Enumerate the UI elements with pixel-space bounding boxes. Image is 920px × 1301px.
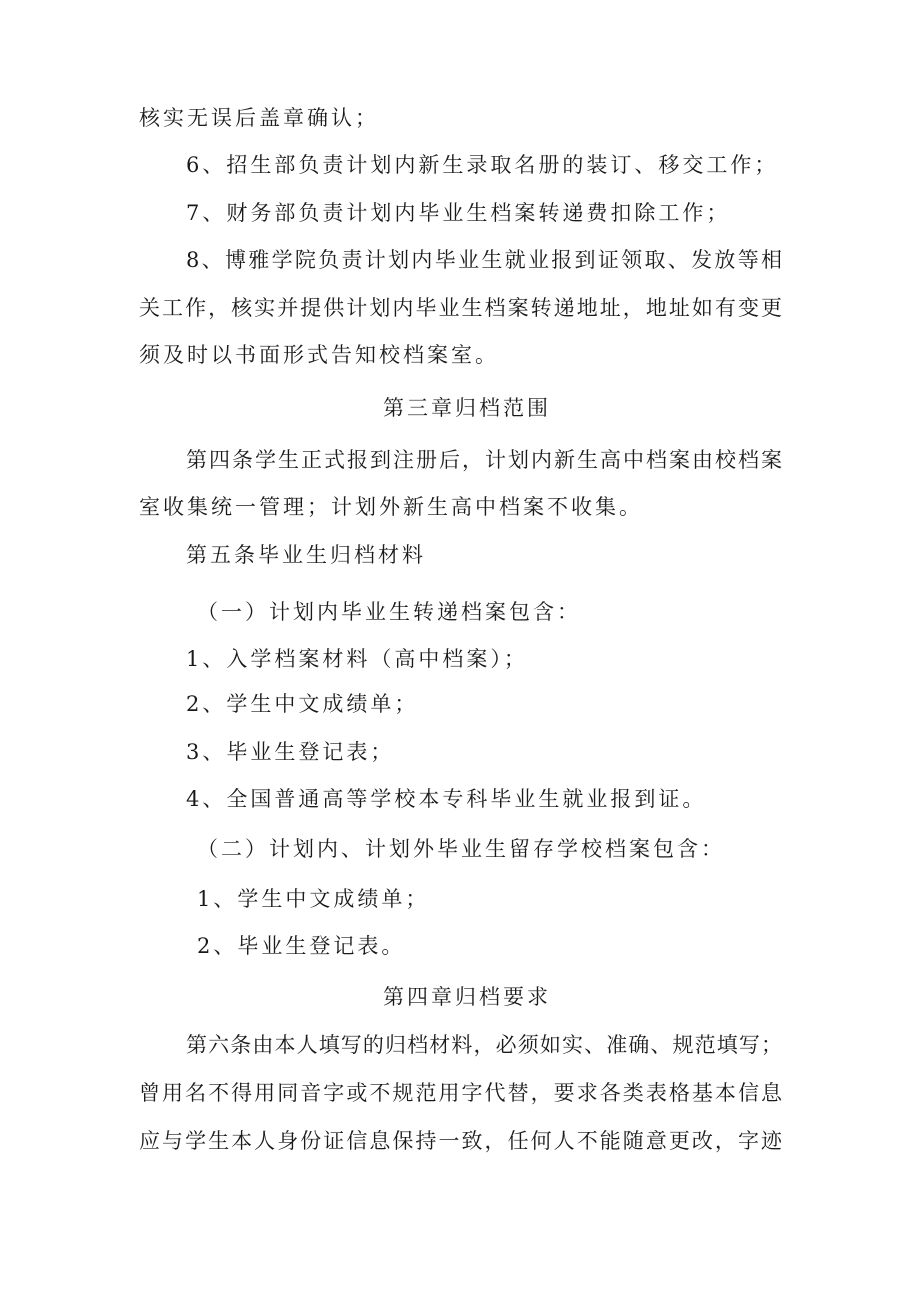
text-line: 第四条学生正式报到注册后，计划内新生高中档案由校档案 (186, 448, 782, 472)
text-line: 2、学生中文成绩单； (186, 692, 419, 716)
text-line: 核实无误后盖章确认； (139, 106, 379, 130)
text-line: 第六条由本人填写的归档材料，必须如实、准确、规范填写； (186, 1033, 782, 1057)
text-line: 4、全国普通高等学校本专科毕业生就业报到证。 (186, 787, 707, 811)
text-line: 曾用名不得用同音字或不规范用字代替，要求各类表格基本信息 (139, 1081, 782, 1105)
text-line: 6、招生部负责计划内新生录取名册的装订、移交工作； (186, 153, 779, 177)
text-line: 应与学生本人身份证信息保持一致，任何人不能随意更改，字迹 (139, 1129, 782, 1153)
text-line: 8、博雅学院负责计划内毕业生就业报到证领取、发放等相 (186, 248, 782, 272)
text-line: 关工作，核实并提供计划内毕业生档案转递地址，地址如有变更 (139, 296, 782, 320)
chapter-heading: 第四章归档要求 (383, 985, 551, 1009)
text-line: （一）计划内毕业生转递档案包含： (197, 600, 581, 624)
text-line: 1、入学档案材料（高中档案）； (186, 647, 528, 671)
text-line: 室收集统一管理；计划外新生高中档案不收集。 (139, 495, 643, 519)
chapter-heading: 第三章归档范围 (383, 396, 551, 420)
text-line: 须及时以书面形式告知校档案室。 (139, 343, 499, 367)
text-line: 2、毕业生登记表。 (197, 934, 406, 958)
text-line: （二）计划内、计划外毕业生留存学校档案包含： (197, 837, 725, 861)
text-line: 1、学生中文成绩单； (197, 887, 430, 911)
text-line: 3、毕业生登记表； (186, 740, 395, 764)
text-line: 7、财务部负责计划内毕业生档案转递费扣除工作； (186, 201, 731, 225)
text-line: 第五条毕业生归档材料 (186, 543, 426, 567)
